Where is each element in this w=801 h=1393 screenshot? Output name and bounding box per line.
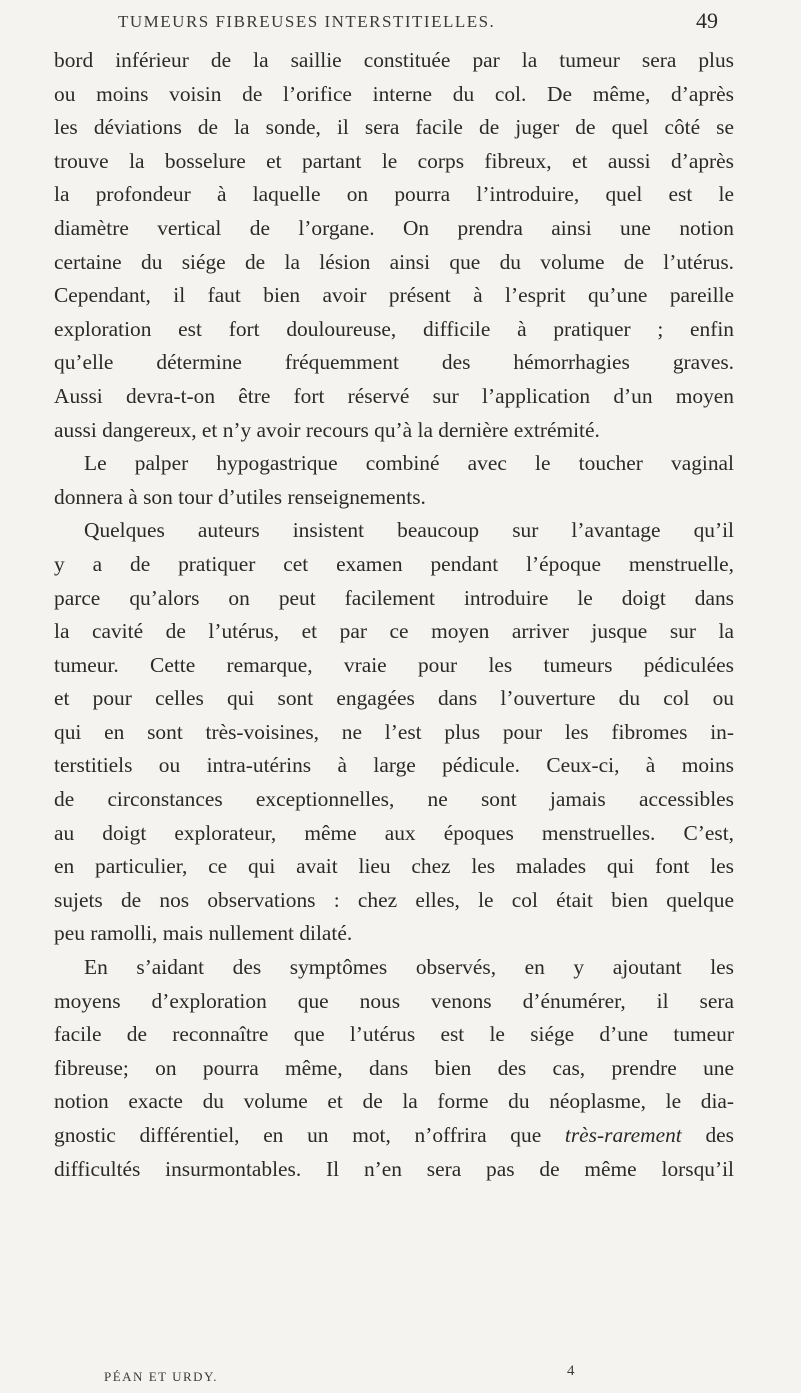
text-line: diamètre vertical de l’organe. On prendra ainsi une notion: [54, 215, 734, 240]
running-title: TUMEURS FIBREUSES INTERSTITIELLES.: [118, 12, 496, 31]
text-line: tumeur. Cette remarque, vraie pour les tumeurs pédiculées: [54, 652, 734, 677]
text-line: sujets de nos observations : chez elles, le col était bien quelque: [54, 887, 734, 912]
text-line: facile de reconnaître que l’utérus est le siége d’une tumeur: [54, 1022, 734, 1047]
text-line: en particulier, ce qui avait lieu chez les malades qui font les: [54, 854, 734, 879]
body-text: [54, 44, 734, 1186]
text-line: Le palper hypogastrique combiné avec le toucher vaginal: [84, 451, 734, 476]
text-line: aussi dangereux, et n’y avoir recours qu’à la dernière extrémité.: [54, 417, 600, 442]
text-line: qui en sont très-voisines, ne l’est plus pour les fibromes in-: [54, 719, 734, 744]
signature-mark: 4: [567, 1363, 575, 1379]
text-line: fibreuse; on pourra même, dans bien des cas, prendre une: [54, 1055, 734, 1080]
text-line: peu ramolli, mais nullement dilaté.: [54, 921, 353, 946]
text-line: terstitiels ou intra-utérins à large pédicule. Ceux-ci, à moins: [54, 753, 734, 778]
text-line: trouve la bosselure et partant le corps fibreux, et aussi d’après: [54, 148, 734, 173]
text-line: ou moins voisin de l’orifice interne du col. De même, d’après: [54, 81, 734, 106]
text-line: et pour celles qui sont engagées dans l’ouverture du col ou: [54, 686, 734, 711]
text-line: En s’aidant des symptômes observés, en y ajoutant les: [84, 955, 734, 980]
text-line: Quelques auteurs insistent beaucoup sur l’avantage qu’il: [84, 518, 734, 543]
text-line: moyens d’exploration que nous venons d’énumérer, il sera: [54, 988, 734, 1013]
text-line: Aussi devra-t-on être fort réservé sur l’application d’un moyen: [54, 383, 734, 408]
text-line: parce qu’alors on peut facilement introduire le doigt dans: [54, 585, 734, 610]
running-head: [118, 8, 718, 38]
page-number: 49: [696, 8, 718, 33]
text-line: gnostic différentiel, en un mot, n’offrira que très-rarement des: [54, 1123, 734, 1147]
text-line: exploration est fort douloureuse, difficile à pratiquer ; enfin: [54, 316, 734, 341]
text-line: notion exacte du volume et de la forme du néoplasme, le dia-: [54, 1089, 734, 1114]
text-line: Cependant, il faut bien avoir présent à l’esprit qu’une pareille: [54, 283, 734, 308]
text-line: au doigt explorateur, même aux époques menstruelles. C’est,: [54, 820, 734, 845]
text-line: les déviations de la sonde, il sera facile de juger de quel côté se: [54, 115, 734, 140]
text-line: qu’elle détermine fréquemment des hémorrhagies graves.: [54, 350, 734, 375]
text-line: la cavité de l’utérus, et par ce moyen arriver jusque sur la: [54, 619, 734, 644]
text-line: la profondeur à laquelle on pourra l’introduire, quel est le: [54, 182, 734, 207]
text-line: donnera à son tour d’utiles renseignements.: [54, 484, 426, 509]
text-line: certaine du siége de la lésion ainsi que du volume de l’utérus.: [54, 249, 734, 274]
text-line: bord inférieur de la saillie constituée par la tumeur sera plus: [54, 48, 734, 72]
footer: [104, 1363, 704, 1391]
text-line: y a de pratiquer cet examen pendant l’époque menstruelle,: [54, 551, 734, 576]
text-line: difficultés insurmontables. Il n’en sera pas de même lorsqu’il: [54, 1156, 734, 1181]
text-line: de circonstances exceptionnelles, ne sont jamais accessibles: [54, 787, 734, 812]
printer-signature: PÉAN ET URDY.: [104, 1369, 219, 1384]
